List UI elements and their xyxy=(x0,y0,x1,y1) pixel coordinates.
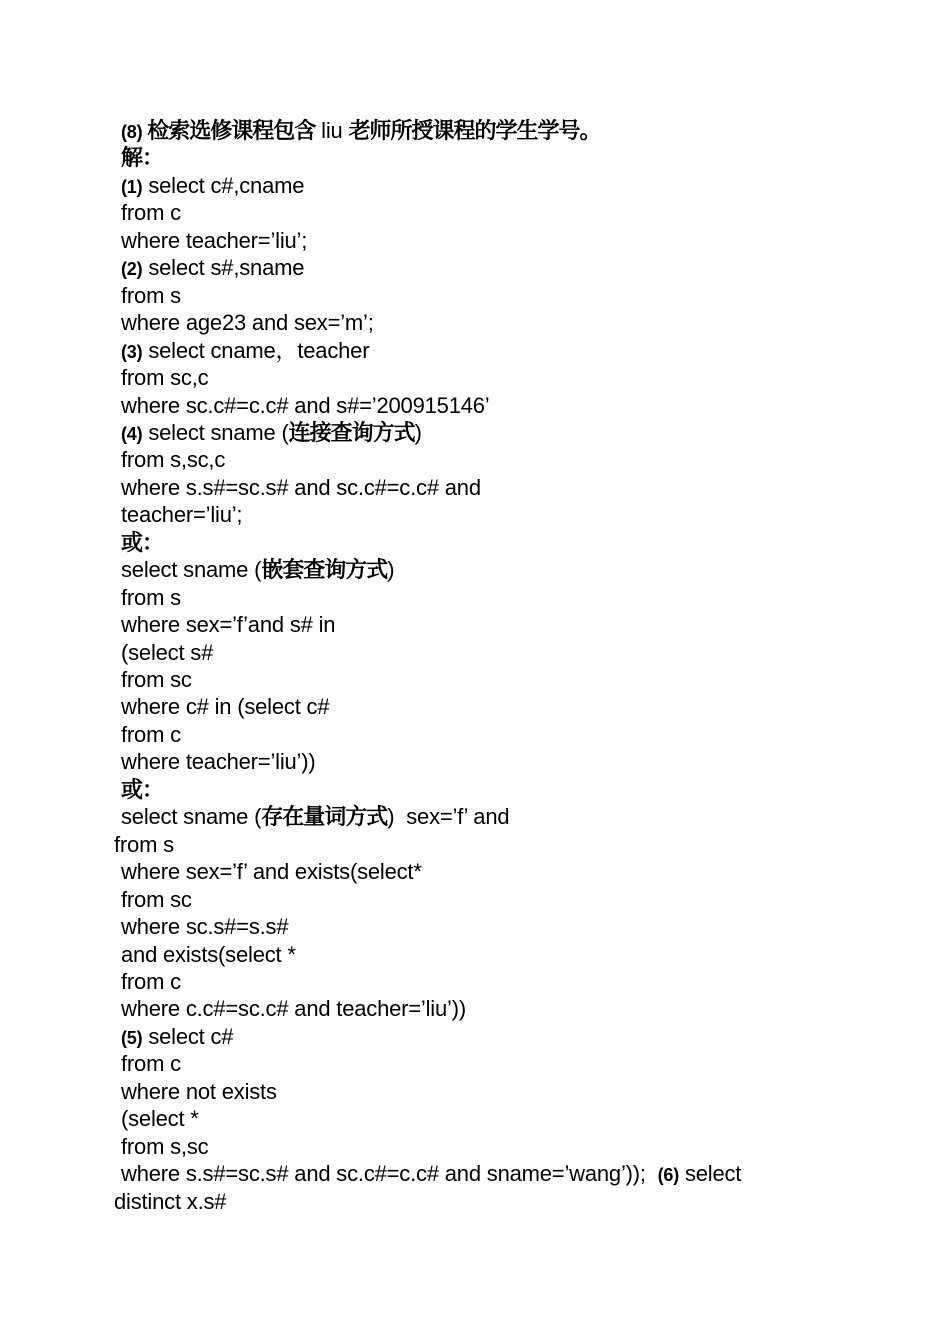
chinese-text: 连接查询方式 xyxy=(288,421,415,446)
text-line xyxy=(121,666,192,693)
code-text: select sname ( xyxy=(121,557,262,582)
code-text: from c xyxy=(121,722,181,747)
text-line xyxy=(121,1105,199,1132)
text-line xyxy=(121,337,369,366)
code-text: where sex=’f’and s# in xyxy=(121,612,336,637)
code-text: where c# in (select c# xyxy=(121,694,330,719)
text-line xyxy=(121,803,509,831)
code-text: from c xyxy=(121,969,181,994)
code-text: where s.s#=sc.s# and sc.c#=c.c# and sname=’wang’)); xyxy=(121,1161,658,1186)
text-line xyxy=(121,172,304,201)
text-line xyxy=(121,693,329,720)
item-number: (5) xyxy=(121,1028,143,1048)
code-text: ) sex=’f’ and xyxy=(387,804,510,829)
code-text: from sc xyxy=(121,887,192,912)
text-line xyxy=(121,639,213,666)
item-number: (6) xyxy=(657,1165,680,1185)
code-text: from sc,c xyxy=(121,365,209,390)
code-text: select c#,cname xyxy=(142,173,305,198)
code-text: distinct x.s# xyxy=(114,1189,227,1214)
text-line xyxy=(114,831,174,858)
code-text: where age23 and sex=’m’; xyxy=(121,310,374,335)
text-line xyxy=(121,419,422,448)
text-line xyxy=(121,941,296,968)
code-text: where teacher=’liu’; xyxy=(121,228,308,253)
text-line xyxy=(121,913,288,940)
code-text: teacher=’liu’; xyxy=(121,502,243,527)
text-line xyxy=(121,364,208,391)
item-number: (8) xyxy=(121,122,148,142)
text-line xyxy=(121,995,466,1022)
chinese-text: 嵌套查询方式 xyxy=(261,558,388,583)
code-text: select xyxy=(679,1161,742,1186)
text-line xyxy=(121,1023,233,1052)
item-number: (3) xyxy=(121,342,143,362)
text-line xyxy=(121,501,242,528)
text-line xyxy=(121,584,181,611)
text-line xyxy=(121,117,600,146)
code-text: ) xyxy=(414,420,422,445)
code-text: where s.s#=sc.s# and sc.c#=c.c# and xyxy=(121,475,481,500)
code-text: where sex=’f’ and exists(select* xyxy=(121,859,422,884)
code-text: select sname ( xyxy=(142,420,289,445)
code-text: (select * xyxy=(121,1106,199,1131)
code-text: select cname，teacher xyxy=(142,338,370,363)
code-text: where sc.c#=c.c# and s#=’200915146’ xyxy=(121,393,490,418)
text-line xyxy=(121,1050,181,1077)
chinese-text: 或： xyxy=(121,778,164,803)
chinese-text: 老师所授课程的学生学号。 xyxy=(348,119,601,144)
item-number: (4) xyxy=(121,424,143,444)
code-text: from c xyxy=(121,200,181,225)
code-text: select c# xyxy=(142,1024,234,1049)
item-number: (2) xyxy=(121,259,143,279)
code-text: from sc xyxy=(121,667,192,692)
code-text: where teacher=’liu’)) xyxy=(121,749,316,774)
text-line xyxy=(121,474,481,501)
chinese-text: 或： xyxy=(121,531,164,556)
code-text: where c.c#=sc.c# and teacher=’liu’)) xyxy=(121,996,466,1021)
code-text: from s,sc,c xyxy=(121,447,226,472)
code-text: from s xyxy=(121,585,181,610)
chinese-text: 解： xyxy=(121,146,164,171)
code-text: (select s# xyxy=(121,640,214,665)
code-text: ) xyxy=(387,557,395,582)
text-line xyxy=(121,858,422,885)
text-line xyxy=(121,968,181,995)
text-line xyxy=(121,611,335,638)
code-text: from s,sc xyxy=(121,1134,209,1159)
text-line xyxy=(121,446,225,473)
text-line xyxy=(121,309,374,336)
code-text: from s xyxy=(114,832,174,857)
text-line xyxy=(121,529,163,557)
chinese-text: 存在量词方式 xyxy=(261,805,388,830)
text-line xyxy=(121,776,163,804)
text-line xyxy=(121,1160,741,1189)
code-text: select sname ( xyxy=(121,804,262,829)
text-line xyxy=(121,282,181,309)
text-line xyxy=(121,144,163,172)
text-line xyxy=(121,254,304,283)
item-number: (1) xyxy=(121,177,143,197)
text-line xyxy=(114,1188,226,1215)
code-text: liu xyxy=(315,118,349,143)
code-text: select s#,sname xyxy=(142,255,305,280)
text-line xyxy=(121,748,316,775)
text-line xyxy=(121,886,192,913)
text-line xyxy=(121,1133,208,1160)
text-line xyxy=(121,227,307,254)
code-text: where sc.s#=s.s# xyxy=(121,914,289,939)
code-text: from c xyxy=(121,1051,181,1076)
code-text: and exists(select * xyxy=(121,942,296,967)
code-text: from s xyxy=(121,283,181,308)
text-line xyxy=(121,199,181,226)
text-line xyxy=(121,1078,277,1105)
text-line xyxy=(121,392,489,419)
text-line xyxy=(121,556,394,584)
code-text: where not exists xyxy=(121,1079,277,1104)
chinese-text: 检索选修课程包含 xyxy=(147,119,316,144)
text-line xyxy=(121,721,181,748)
